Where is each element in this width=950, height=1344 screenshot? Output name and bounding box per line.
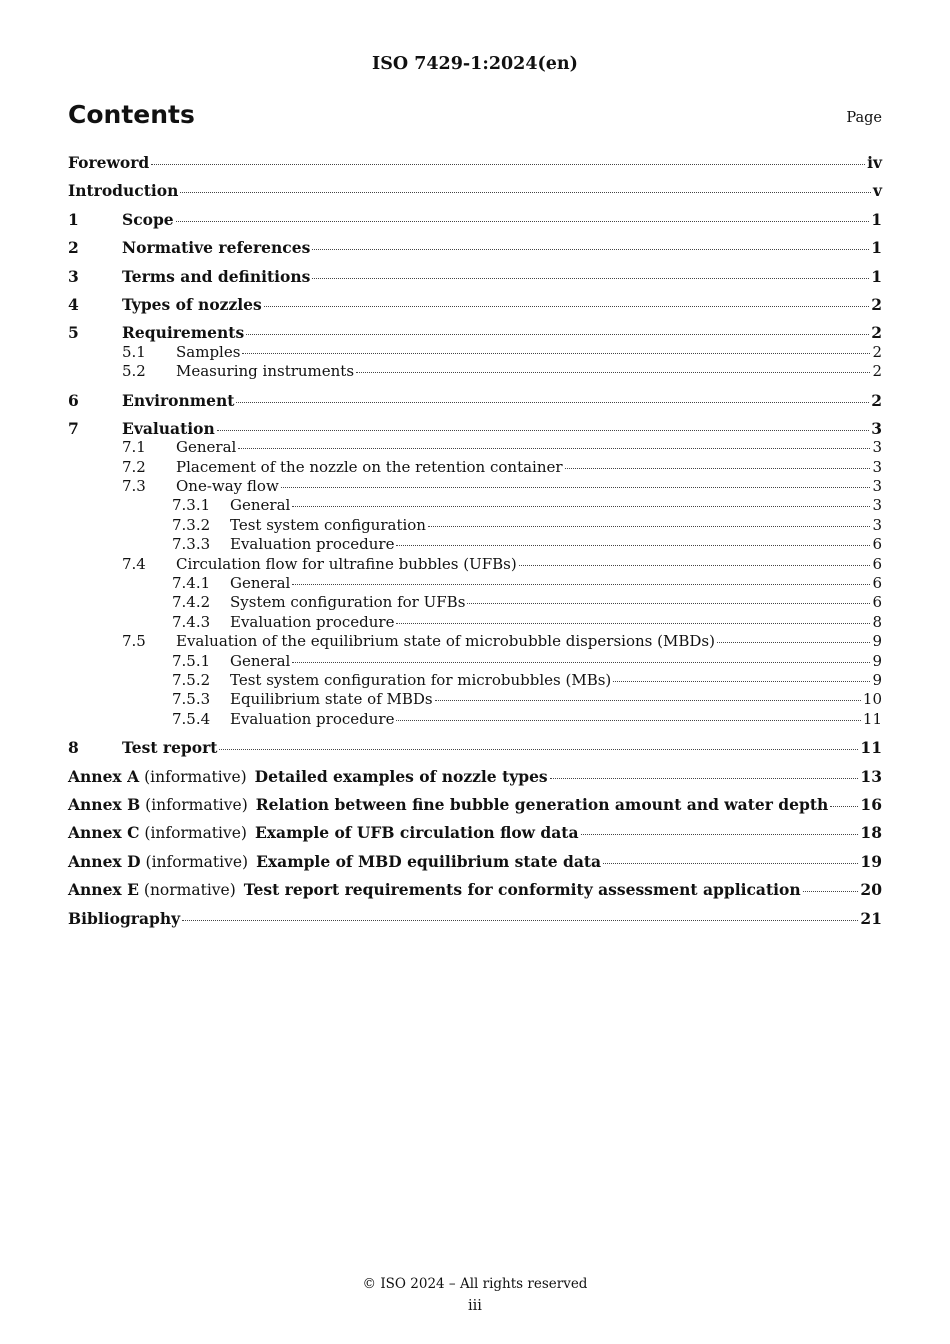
- toc-entry-label: General: [230, 496, 291, 515]
- toc-entry-number: 7.5.3: [172, 690, 211, 709]
- toc-entry[interactable]: [68, 880, 882, 899]
- toc-entry-label: Bibliography: [68, 908, 181, 928]
- toc-entry-page: 2: [871, 390, 882, 410]
- dot-leader: [435, 699, 861, 701]
- toc-entry-label: Evaluation procedure: [230, 535, 395, 554]
- toc-entry[interactable]: [68, 323, 882, 342]
- toc-entry-page: 3: [872, 496, 882, 515]
- toc-entry[interactable]: [68, 710, 882, 729]
- toc-entry-label: One-way flow: [176, 477, 279, 496]
- toc-entry-label: Placement of the nozzle on the retention container: [176, 457, 563, 476]
- toc-entry-number: 6: [68, 390, 79, 410]
- dot-leader: [312, 248, 869, 250]
- toc-entry[interactable]: [68, 593, 882, 612]
- toc-entry-number: 7.4.3: [172, 612, 211, 631]
- toc-entry[interactable]: [68, 690, 882, 709]
- toc-entry-page: 3: [872, 515, 882, 534]
- toc-entry-page: 3: [871, 418, 882, 438]
- toc-entry[interactable]: [68, 458, 882, 477]
- toc-entry-page: 1: [871, 238, 882, 258]
- dot-leader: [467, 602, 870, 604]
- toc-entry-label: Circulation flow for ultrafine bubbles (UFBs): [176, 554, 517, 573]
- dot-leader: [180, 191, 871, 193]
- toc-entry[interactable]: [68, 477, 882, 496]
- toc-entry-number: 1: [68, 209, 79, 229]
- toc-entry-label: Foreword: [68, 153, 150, 172]
- dot-leader: [581, 833, 859, 835]
- toc-entry-page: 3: [872, 457, 882, 476]
- dot-leader: [803, 890, 859, 892]
- toc-entry-page: 2: [871, 323, 882, 343]
- toc-entry-number: 7.3.3: [172, 535, 211, 554]
- dot-leader: [151, 163, 865, 165]
- dot-leader: [603, 862, 858, 864]
- toc-entry-label: General: [176, 438, 237, 457]
- annex-title: Example of MBD equilibrium state data: [256, 851, 602, 871]
- toc-entry[interactable]: [68, 823, 882, 842]
- toc-entry-page: 3: [872, 438, 882, 457]
- toc-entry[interactable]: [68, 181, 882, 200]
- annex-type: (informative): [145, 852, 249, 871]
- toc-entry-label: General: [230, 651, 291, 670]
- toc-entry-page: 18: [860, 823, 882, 843]
- toc-entry-number: 5: [68, 323, 79, 343]
- dot-leader: [176, 220, 870, 222]
- copyright-notice: © ISO 2024 – All rights reserved: [362, 1276, 588, 1292]
- toc-entry[interactable]: [68, 632, 882, 651]
- toc-entry[interactable]: [68, 535, 882, 554]
- dot-leader: [428, 525, 870, 527]
- toc-entry-label: Test system configuration: [230, 515, 426, 534]
- dot-leader: [356, 371, 870, 373]
- toc-entry-page: 9: [872, 670, 882, 689]
- toc-entry-number: 7: [68, 418, 79, 438]
- table-of-contents: [68, 153, 882, 928]
- toc-entry-page: 20: [860, 880, 882, 900]
- dot-leader: [292, 583, 870, 585]
- toc-entry[interactable]: [68, 238, 882, 257]
- toc-entry[interactable]: [68, 574, 882, 593]
- dot-leader: [182, 919, 858, 921]
- toc-entry-label: Environment: [122, 390, 235, 410]
- toc-entry-number: 7.2: [122, 457, 146, 476]
- annex-type: (informative): [144, 767, 247, 786]
- toc-entry-page: 6: [872, 593, 882, 612]
- toc-entry-label: General: [230, 574, 291, 593]
- toc-entry-page: 1: [871, 209, 882, 229]
- toc-entry-page: 6: [872, 554, 882, 573]
- annex-type: (normative): [143, 881, 236, 900]
- toc-entry-page: 6: [872, 535, 882, 554]
- toc-entry-label: [68, 795, 828, 815]
- toc-entry-page: 9: [872, 632, 882, 651]
- annex-title: Test report requirements for conformity assessment application: [243, 880, 801, 900]
- dot-leader: [217, 429, 869, 431]
- page-title: Contents: [68, 100, 195, 129]
- dot-leader: [613, 680, 870, 682]
- toc-entry-label: [68, 767, 548, 787]
- toc-entry-page: v: [872, 181, 882, 201]
- toc-entry-number: 7.3.1: [172, 496, 211, 515]
- toc-entry-label: Evaluation procedure: [230, 612, 395, 631]
- annex-designation: Annex D: [68, 851, 141, 871]
- toc-entry-label: Introduction: [68, 181, 179, 201]
- annex-designation: Annex E: [68, 880, 139, 900]
- toc-entry-page: 2: [872, 362, 882, 381]
- toc-entry-label: Test report: [122, 738, 218, 758]
- toc-entry-number: 7.5.1: [172, 651, 211, 670]
- toc-entry-label: [68, 852, 601, 872]
- toc-entry[interactable]: [68, 652, 882, 671]
- toc-entry-page: 21: [860, 908, 882, 928]
- toc-entry[interactable]: [68, 295, 882, 314]
- toc-entry-page: 13: [860, 766, 882, 786]
- dot-leader: [396, 622, 870, 624]
- toc-entry-page: 3: [872, 477, 882, 496]
- toc-entry-page: 9: [872, 651, 882, 670]
- toc-entry[interactable]: [68, 496, 882, 515]
- toc-entry-number: 2: [68, 238, 79, 258]
- dot-leader: [238, 447, 870, 449]
- toc-entry-number: 7.4.1: [172, 574, 211, 593]
- dot-leader: [242, 352, 870, 354]
- toc-entry-number: 7.5.4: [172, 709, 211, 728]
- toc-entry-number: 8: [68, 738, 79, 758]
- toc-entry[interactable]: [68, 767, 882, 786]
- toc-entry[interactable]: [68, 210, 882, 229]
- toc-entry[interactable]: [68, 419, 882, 438]
- toc-entry-label: [68, 823, 579, 843]
- dot-leader: [396, 719, 860, 721]
- document-id: ISO 7429-1:2024(en): [372, 54, 578, 74]
- toc-entry-label: Equilibrium state of MBDs: [230, 690, 433, 709]
- annex-designation: Annex A: [68, 766, 140, 786]
- dot-leader: [292, 505, 870, 507]
- toc-entry-number: 7.4: [122, 554, 146, 573]
- dot-leader: [830, 805, 858, 807]
- toc-entry-label: Evaluation procedure: [230, 709, 395, 728]
- toc-entry-page: 11: [860, 738, 882, 758]
- annex-designation: Annex B: [68, 794, 141, 814]
- toc-entry[interactable]: [68, 909, 882, 928]
- toc-entry-number: 7.3.2: [172, 515, 211, 534]
- toc-entry[interactable]: [68, 738, 882, 757]
- annex-title: Detailed examples of nozzle types: [254, 766, 548, 786]
- dot-leader: [246, 333, 869, 335]
- toc-entry-label: Scope: [122, 209, 174, 229]
- dot-leader: [281, 486, 871, 488]
- toc-entry-number: 7.1: [122, 438, 146, 457]
- page-number: iii: [468, 1298, 482, 1314]
- toc-entry-page: 16: [860, 794, 882, 814]
- dot-leader: [312, 277, 869, 279]
- toc-entry-number: 7.5.2: [172, 670, 211, 689]
- toc-entry-label: Normative references: [122, 238, 311, 258]
- toc-entry-page: 6: [872, 574, 882, 593]
- toc-entry-label: Requirements: [122, 323, 245, 343]
- toc-entry-number: 3: [68, 266, 79, 286]
- dot-leader: [565, 467, 871, 469]
- toc-entry-number: 7.3: [122, 477, 146, 496]
- toc-entry-label: Measuring instruments: [176, 362, 355, 381]
- toc-entry[interactable]: [68, 671, 882, 690]
- toc-entry-number: 4: [68, 294, 79, 314]
- toc-entry-page: iv: [867, 153, 882, 172]
- toc-entry[interactable]: [68, 852, 882, 871]
- toc-entry-label: System configuration for UFBs: [230, 593, 466, 612]
- dot-leader: [396, 544, 870, 546]
- dot-leader: [236, 401, 869, 403]
- toc-entry-label: Terms and definitions: [122, 266, 311, 286]
- toc-entry-label: Types of nozzles: [122, 294, 262, 314]
- toc-entry-number: 7.4.2: [172, 593, 211, 612]
- dot-leader: [292, 661, 870, 663]
- annex-title: Relation between fine bubble generation amount and water depth: [255, 794, 829, 814]
- dot-leader: [717, 641, 871, 643]
- toc-entry[interactable]: [68, 362, 882, 381]
- toc-entry-page: 8: [872, 612, 882, 631]
- toc-entry[interactable]: [68, 267, 882, 286]
- toc-entry[interactable]: [68, 391, 882, 410]
- toc-entry-label: Test system configuration for microbubbles (MBs): [230, 670, 612, 689]
- toc-entry[interactable]: [68, 516, 882, 535]
- toc-entry-label: [68, 880, 801, 900]
- page-column-label: Page: [846, 110, 882, 126]
- annex-designation: Annex C: [68, 823, 140, 843]
- dot-leader: [219, 748, 858, 750]
- toc-entry[interactable]: [68, 795, 882, 814]
- annex-type: (informative): [145, 795, 248, 814]
- dot-leader: [550, 777, 859, 779]
- toc-entry[interactable]: [68, 343, 882, 362]
- toc-entry-label: Samples: [176, 342, 241, 361]
- dot-leader: [519, 564, 871, 566]
- annex-title: Example of UFB circulation flow data: [254, 823, 579, 843]
- toc-entry[interactable]: [68, 613, 882, 632]
- toc-entry-label: Evaluation: [122, 418, 215, 438]
- annex-type: (informative): [144, 824, 247, 843]
- toc-entry-page: 2: [872, 342, 882, 361]
- toc-entry-page: 2: [871, 294, 882, 314]
- toc-entry-label: Evaluation of the equilibrium state of microbubble dispersions (MBDs): [176, 632, 715, 651]
- toc-entry-number: 5.2: [122, 362, 146, 381]
- toc-entry-page: 1: [871, 266, 882, 286]
- toc-entry-number: 7.5: [122, 632, 146, 651]
- toc-entry[interactable]: [68, 153, 882, 172]
- toc-entry[interactable]: [68, 555, 882, 574]
- toc-entry-number: 5.1: [122, 342, 146, 361]
- toc-entry-page: 10: [862, 690, 882, 709]
- toc-entry-page: 11: [862, 709, 882, 728]
- toc-entry-page: 19: [860, 851, 882, 871]
- toc-entry[interactable]: [68, 438, 882, 457]
- dot-leader: [264, 305, 869, 307]
